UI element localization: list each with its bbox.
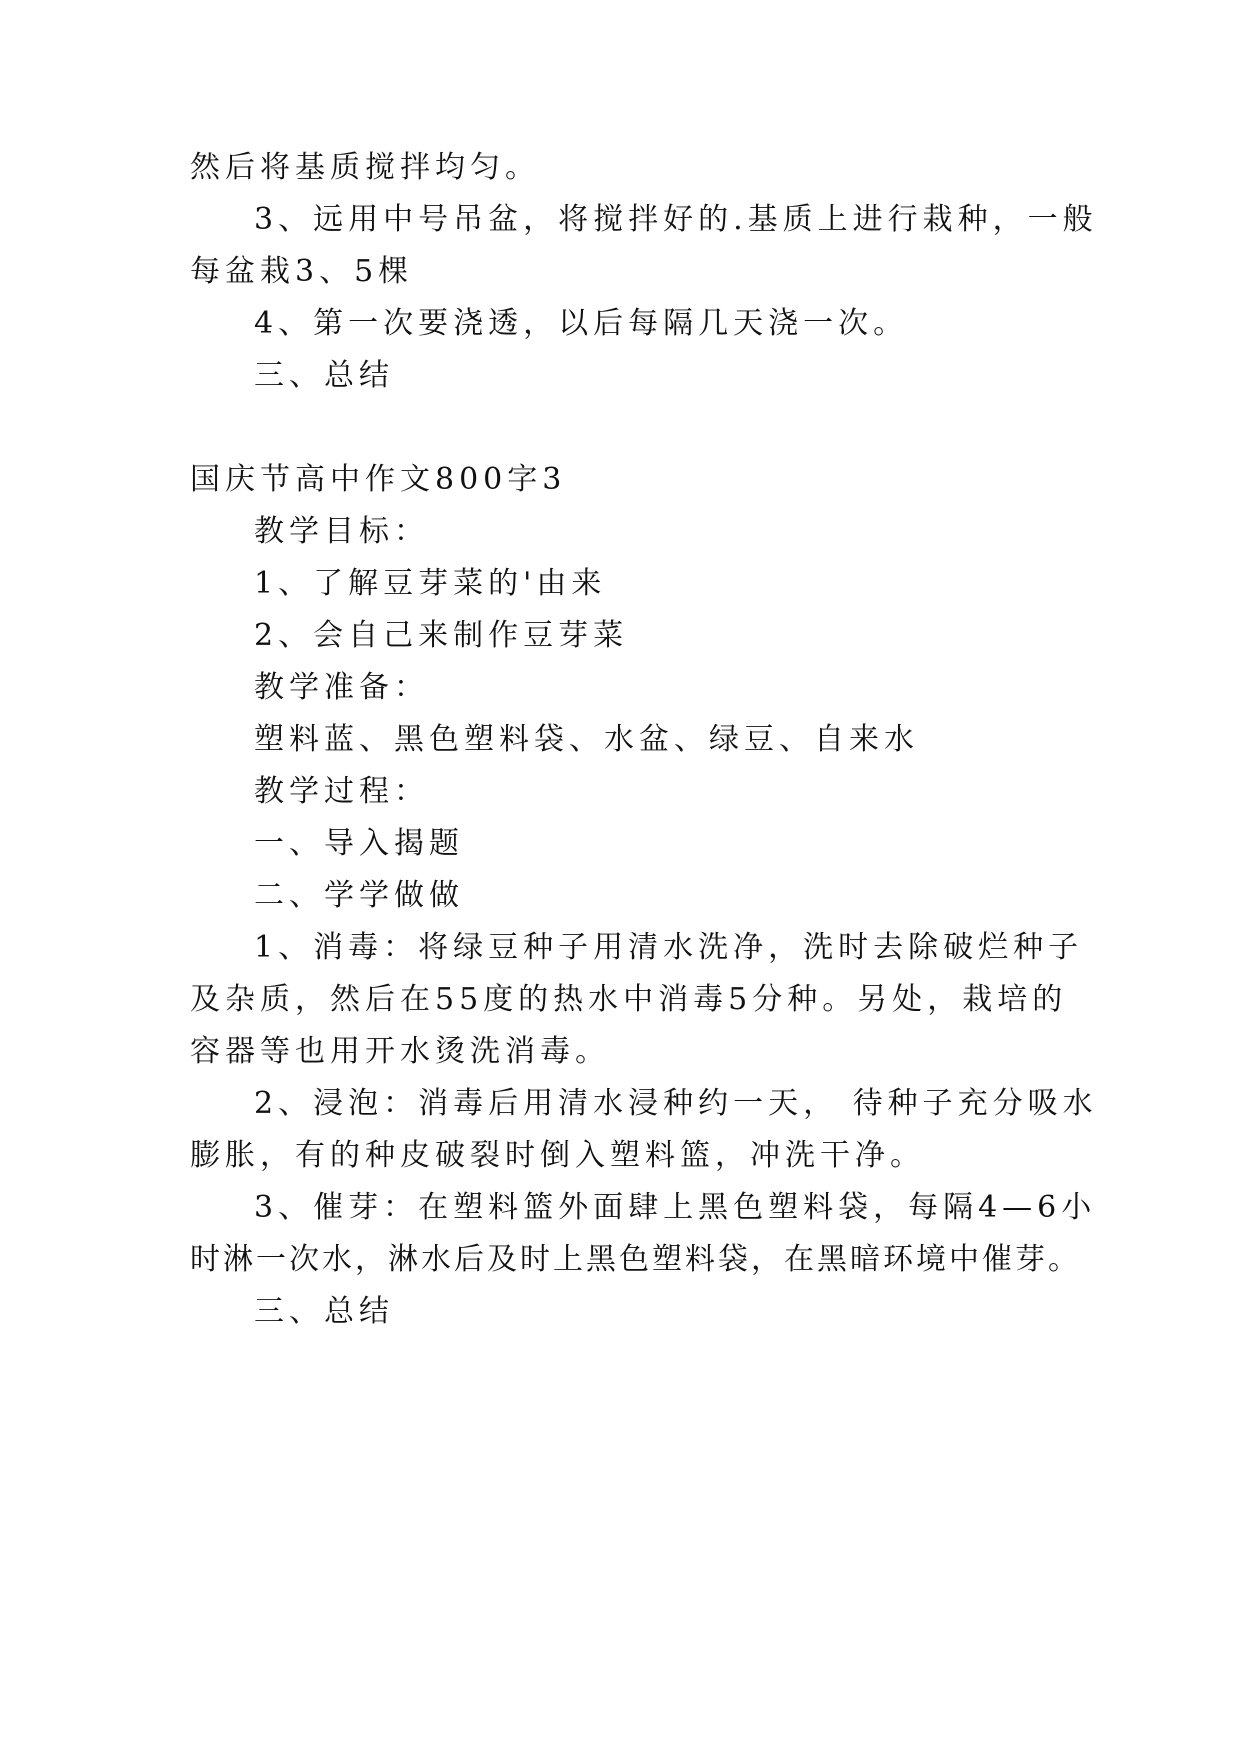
list-item: 一、导入揭题 (254, 826, 464, 861)
paragraph-line: 1、消毒：将绿豆种子用清水洗净，洗时去除破烂种子 (254, 930, 1084, 965)
paragraph-line: 3、催芽：在塑料篮外面肆上黑色塑料袋，每隔4—6小 (254, 1190, 1097, 1225)
paragraph-line: 3、远用中号吊盆，将搅拌好的.基质上进行栽种，一般 (254, 202, 1098, 237)
paragraph-line: 及杂质，然后在55度的热水中消毒5分种。另处，栽培的 (190, 982, 1068, 1017)
list-item: 2、会自己来制作豆芽菜 (254, 618, 629, 653)
paragraph-line: 4、第一次要浇透，以后每隔几天浇一次。 (254, 306, 909, 341)
section-heading: 教学准备： (254, 670, 429, 705)
list-item: 1、了解豆芽菜的'由来 (254, 566, 607, 601)
list-item: 塑料蓝、黑色塑料袋、水盆、绿豆、自来水 (254, 722, 919, 757)
section-heading: 教学过程： (254, 774, 429, 809)
list-item: 二、学学做做 (254, 878, 464, 913)
section-heading: 三、总结 (254, 1294, 394, 1329)
document-title: 国庆节高中作文800字3 (190, 462, 567, 497)
paragraph-line: 容器等也用开水烫洗消毒。 (190, 1034, 610, 1069)
paragraph-line: 然后将基质搅拌均匀。 (190, 150, 540, 185)
section-heading: 教学目标： (254, 514, 429, 549)
paragraph-line: 时淋一次水，淋水后及时上黑色塑料袋，在黑暗环境中催芽。 (190, 1242, 1081, 1277)
paragraph-line: 每盆栽3、5棵 (190, 254, 414, 289)
section-heading: 三、总结 (254, 358, 394, 393)
paragraph-line: 膨胀，有的种皮破裂时倒入塑料篮，冲洗干净。 (190, 1138, 925, 1173)
paragraph-line: 2、浸泡：消毒后用清水浸种约一天， 待种子充分吸水 (254, 1086, 1098, 1121)
